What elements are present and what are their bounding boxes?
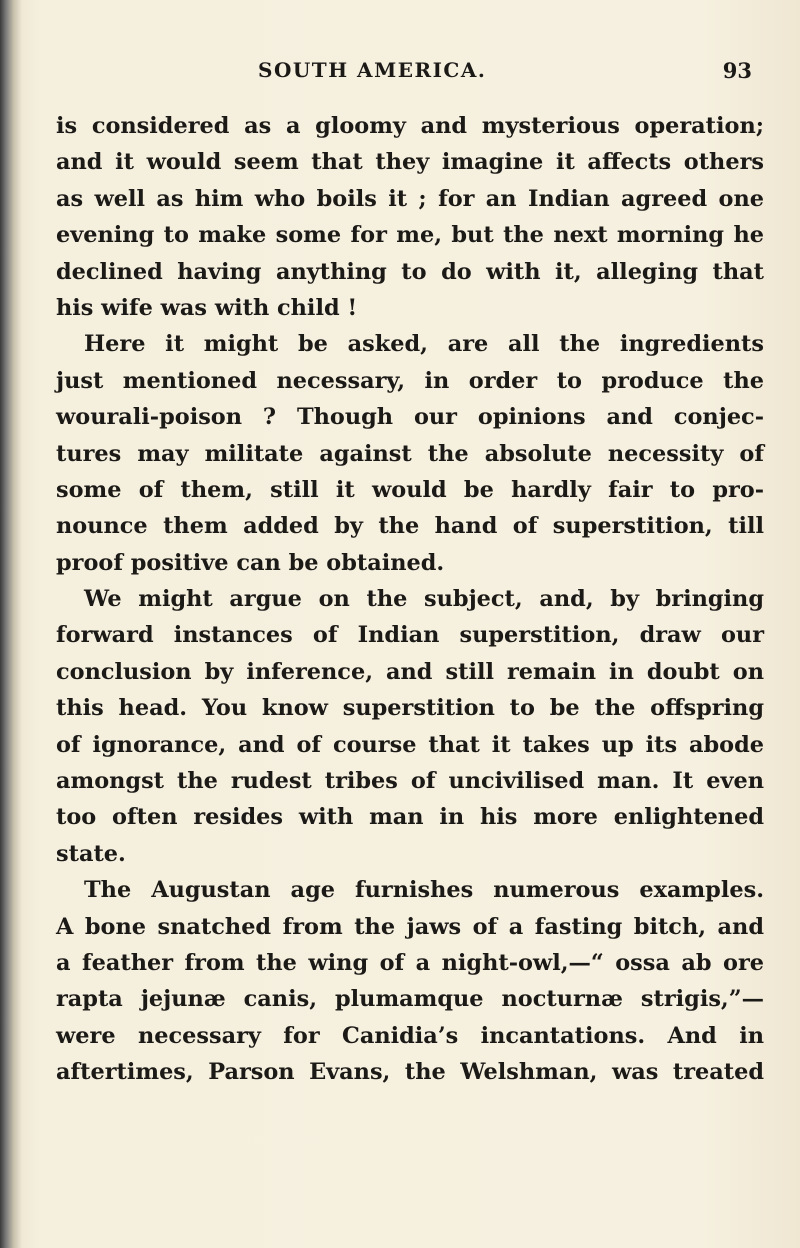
running-head [0, 58, 800, 88]
text-line-7: Here it might be asked, are all the ingredients [84, 331, 764, 358]
text-line-1: is considered as a gloomy and mysterious operation; [56, 113, 764, 139]
text-line-11: some of them, still it would be hardly fair to pro- [56, 476, 764, 503]
text-line-16: conclusion by inference, and still remain in doubt on [56, 658, 764, 685]
text-line-25: rapta jejunæ canis, plumamque nocturnæ strigis,”— [56, 986, 764, 1013]
text-line-9: wourali-poison ? Though our opinions and conjec- [56, 404, 764, 431]
text-line-17: this head. You know superstition to be the offspring [56, 695, 764, 722]
text-line-5: declined having anything to do with it, alleging that [56, 258, 764, 285]
running-head-title: SOUTH AMERICA. [258, 58, 487, 82]
text-line-2: and it would seem that they imagine it affects others [56, 149, 764, 176]
text-line-10: tures may militate against the absolute necessity of [56, 440, 764, 467]
text-line-22: The Augustan age furnishes numerous examples. [84, 877, 764, 904]
text-line-19: amongst the rudest tribes of uncivilised man. It even [56, 768, 764, 795]
text-line-18: of ignorance, and of course that it takes up its abode [56, 731, 764, 758]
text-line-3: as well as him who boils it ; for an Indian agreed one [56, 185, 764, 212]
text-line-14: We might argue on the subject, and, by bringing [84, 586, 764, 613]
text-line-4: evening to make some for me, but the next morning he [56, 222, 764, 249]
body-text [56, 108, 764, 1091]
binding-gutter-shadow [0, 0, 22, 1248]
text-line-26: were necessary for Canidia’s incantations. And in [56, 1022, 764, 1049]
text-line-21: state. [56, 840, 126, 867]
text-line-23: A bone snatched from the jaws of a fasting bitch, and [56, 913, 764, 940]
page-number: 93 [722, 58, 752, 83]
text-line-12: nounce them added by the hand of superstition, till [56, 513, 764, 540]
text-line-20: too often resides with man in his more enlightened [56, 804, 764, 831]
text-line-24: a feather from the wing of a night-owl,—“ ossa ab ore [56, 949, 764, 976]
text-line-15: forward instances of Indian superstition, draw our [56, 622, 764, 649]
text-line-6: his wife was with child ! [56, 294, 358, 321]
text-line-8: just mentioned necessary, in order to produce the [56, 367, 764, 394]
text-line-27: aftertimes, Parson Evans, the Welshman, was treated [56, 1059, 764, 1086]
text-line-13: proof positive can be obtained. [56, 549, 445, 576]
